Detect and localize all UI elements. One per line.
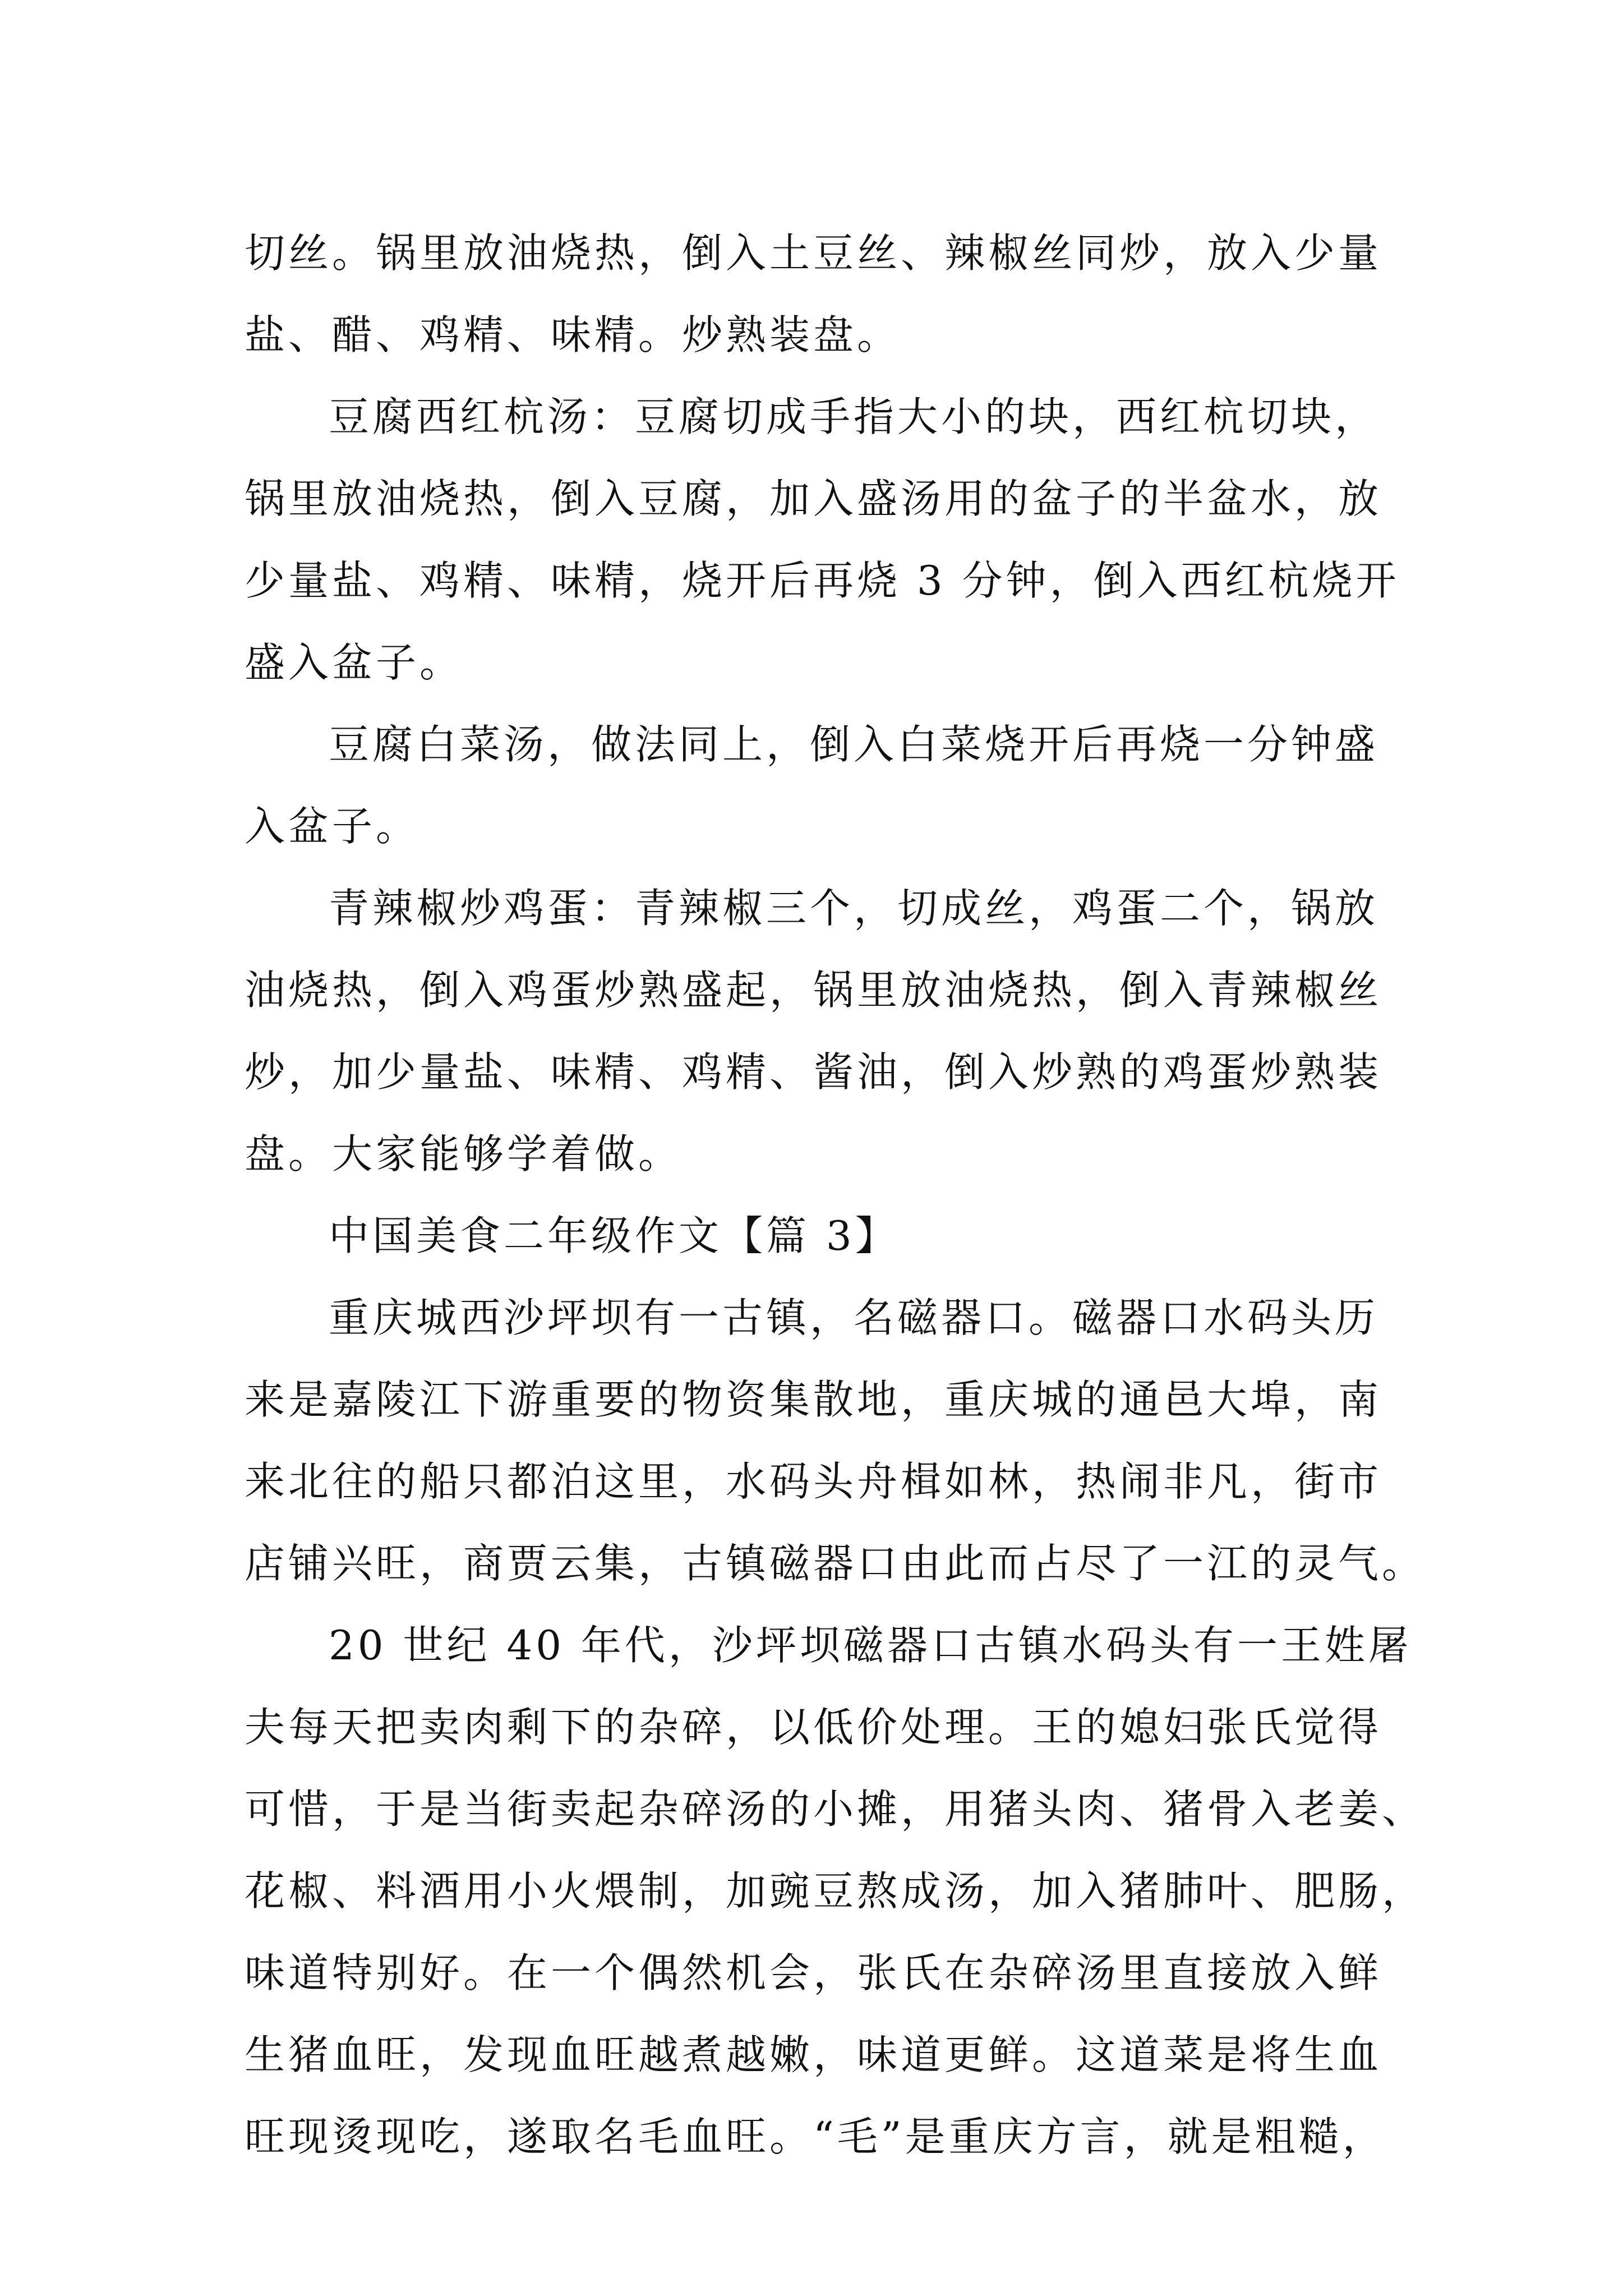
text-line: 炒，加少量盐、味精、鸡精、酱油，倒入炒熟的鸡蛋炒熟装 [245, 1048, 1382, 1096]
text-line: 入盆子。 [245, 803, 420, 850]
text-line: 油烧热，倒入鸡蛋炒熟盛起，锅里放油烧热，倒入青辣椒丝 [245, 967, 1382, 1014]
text-line: 花椒、料酒用小火煨制，加豌豆熬成汤，加入猪肺叶、肥肠， [245, 1867, 1426, 1915]
text-line: 少量盐、鸡精、味精，烧开后再烧 3 分钟，倒入西红杭烧开 [245, 557, 1400, 604]
text-line: 味道特别好。在一个偶然机会，张氏在杂碎汤里直接放入鲜 [245, 1949, 1382, 1996]
text-line: 来北往的船只都泊这里，水码头舟楫如林，热闹非凡，街市 [245, 1458, 1382, 1505]
text-line: 盛入盆子。 [245, 639, 464, 686]
text-line: 盐、醋、鸡精、味精。炒熟装盘。 [245, 311, 901, 358]
text-line: 夫每天把卖肉剩下的杂碎，以低价处理。王的媳妇张氏觉得 [245, 1704, 1382, 1751]
text-line: 中国美食二年级作文【篇 3】 [329, 1212, 899, 1259]
document-body [245, 212, 1426, 2178]
text-line: 豆腐白菜汤，做法同上，倒入白菜烧开后再烧一分钟盛 [329, 721, 1379, 768]
text-line: 店铺兴旺，商贾云集，古镇磁器口由此而占尽了一江的灵气。 [245, 1540, 1426, 1587]
text-line: 20 世纪 40 年代，沙坪坝磁器口古镇水码头有一王姓屠 [329, 1622, 1412, 1669]
text-line: 青辣椒炒鸡蛋：青辣椒三个，切成丝，鸡蛋二个，锅放 [329, 885, 1379, 932]
text-line: 盘。大家能够学着做。 [245, 1130, 683, 1177]
text-line: 来是嘉陵江下游重要的物资集散地，重庆城的通邑大埠，南 [245, 1376, 1382, 1423]
text-line: 切丝。锅里放油烧热，倒入土豆丝、辣椒丝同炒，放入少量 [245, 229, 1382, 277]
text-line: 重庆城西沙坪坝有一古镇，名磁器口。磁器口水码头历 [329, 1294, 1379, 1341]
text-line: 旺现烫现吃，遂取名毛血旺。“毛”是重庆方言，就是粗糙， [245, 2113, 1386, 2160]
text-line: 锅里放油烧热，倒入豆腐，加入盛汤用的盆子的半盆水，放 [245, 475, 1382, 522]
text-line: 可惜，于是当街卖起杂碎汤的小摊，用猪头肉、猪骨入老姜、 [245, 1786, 1426, 1833]
text-line: 豆腐西红杭汤：豆腐切成手指大小的块，西红杭切块， [329, 393, 1379, 440]
text-line: 生猪血旺，发现血旺越煮越嫩，味道更鲜。这道菜是将生血 [245, 2031, 1382, 2078]
